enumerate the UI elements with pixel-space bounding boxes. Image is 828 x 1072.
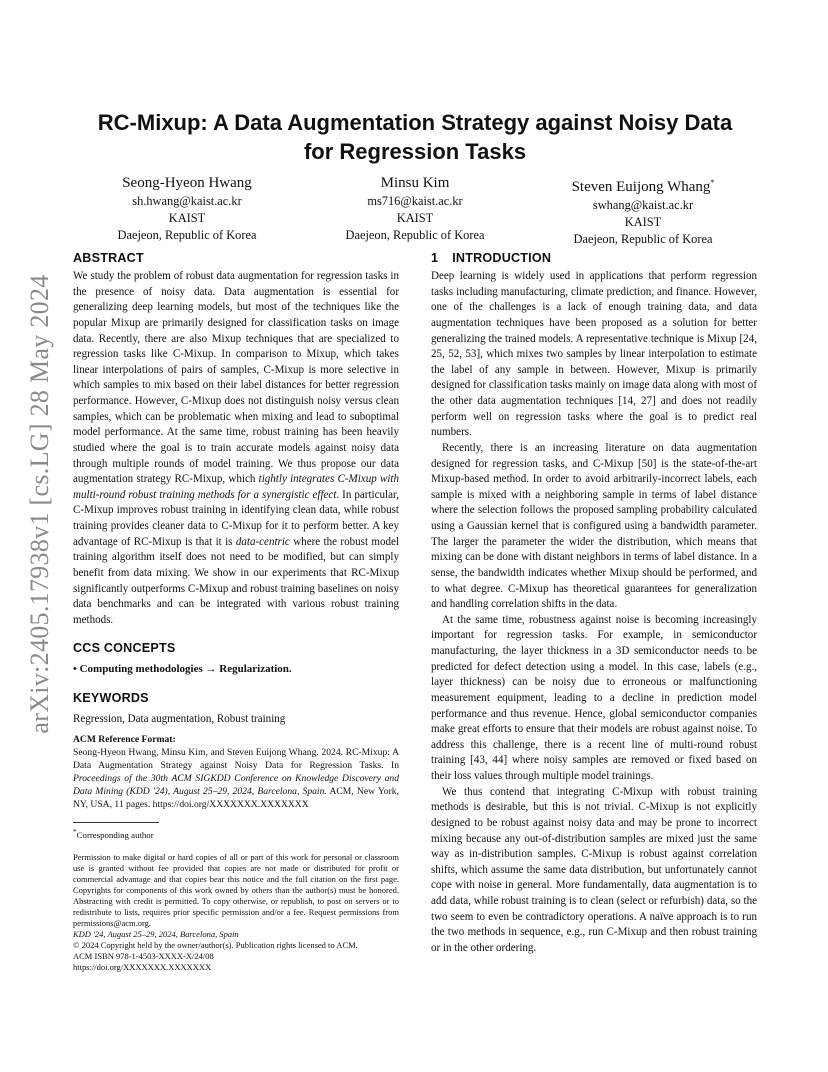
paper-title — [74, 108, 756, 166]
keywords-heading: KEYWORDS — [73, 691, 149, 705]
author-3 — [530, 173, 756, 248]
isbn-line: ACM ISBN 978-1-4503-XXXX-X/24/08 — [73, 951, 214, 962]
intro-paragraph: We thus contend that integrating C-Mixup with robust training methods is desirable, but this is not trivial. C-Mixup is not explicitly designed to be robust against noisy data and may be prone to incorrect mixing because any out-of-distribution samples are mixed just the same way as in-distribution samples. C-Mixup is robust against correlation shifts, which assume the same data distribution, but unfortunately cannot cope with noise in general. More fundamentally, data augmentation is to add data, while robust training is to clean (select or refurbish) data, so the two seem to even be contradictory operations. A naïve approach is to run the two methods in sequence, e.g., run C-Mixup and then robust training or in the other ordering. — [431, 785, 757, 954]
author-1-name: Seong-Hyeon Hwang — [122, 175, 252, 191]
copyright-line: © 2024 Copyright held by the owner/author(s). Publication rights licensed to ACM. — [73, 940, 358, 951]
ccs-concepts-text: • Computing methodologies → Regularization. — [73, 663, 292, 676]
author-2 — [302, 173, 528, 244]
author-2-location: Daejeon, Republic of Korea — [345, 228, 485, 242]
permission-block — [73, 852, 399, 974]
author-3-email[interactable]: swhang@kaist.ac.kr — [592, 198, 694, 212]
reference-format-heading: ACM Reference Format: — [73, 733, 176, 745]
doi-link[interactable]: https://doi.org/XXXXXXX.XXXXXXX — [73, 962, 212, 973]
arxiv-identifier-text: arXiv:2405.17938v1 [cs.LG] 28 May 2024 — [25, 274, 54, 734]
left-column — [73, 250, 399, 974]
ccs-concepts-heading: CCS CONCEPTS — [73, 641, 176, 656]
reference-format-text: Seong-Hyeon Hwang, Minsu Kim, and Steven Euijong Whang. 2024. RC-Mixup: A Data Augmentation Strategy against Noisy Data for Regression Tasks. In Proceedings of the 30th ACM SIGKDD Conference on Knowledge Discovery and Data Mining (KDD '24), August 25–29, 2024, Barcelona, Spain. ACM, New York, NY, USA, 11 pages. https://doi.org/XXXXXXX.XXXXXXX — [73, 746, 399, 810]
arxiv-identifier-stamp — [22, 274, 58, 734]
intro-paragraph: Deep learning is widely used in applications that perform regression tasks including manufacturing, climate prediction, and finance. However, one of the challenges is a lack of enough training data, and data augmentation techniques have been proposed as a solution for better generalizing the trained models. A representative technique is Mixup [24, 25, 52, 53], which mixes two samples by linear interpolation to estimate the label of any sample in between. However, Mixup is primarily designed for classification tasks mainly on image data along with most of the other data augmentation techniques [14, 27] and does not readily perform well on regression tasks where the goal is to predict real numbers. — [431, 270, 757, 439]
intro-paragraph: Recently, there is an increasing literature on data augmentation designed for regression tasks, and C-Mixup [50] is the state-of-the-art Mixup-based method. In order to avoid arbitrarily-incorrect labels, each sample is mixed with a neighboring sample in terms of label distance where the selection follows the proposed sampling probability calculated using a Gaussian kernel that is configured using a bandwidth parameter. The larger the parameter the wider the distribution, which means that mixing can be done with distant neighbors in terms of label distance. In a sense, the bandwidth indicates whether Mixup should be performed, and to what degree. C-Mixup has theoretical guarantees for generalization and handling correlation shifts in the data. — [431, 441, 757, 611]
author-3-location: Daejeon, Republic of Korea — [573, 232, 713, 246]
introduction-heading: 1 INTRODUCTION — [431, 251, 552, 265]
corresponding-author-mark: * — [710, 178, 715, 187]
keywords-text: Regression, Data augmentation, Robust training — [73, 713, 286, 725]
author-2-email[interactable]: ms716@kaist.ac.kr — [367, 194, 463, 208]
permission-text: Permission to make digital or hard copies of all or part of this work for personal or classroom use is granted without fee provided that copies are not made or distributed for profit or commercial advantage and that copies bear this notice and the full citation on the first page. Copyrights for components of this work owned by others than the author(s) must be honored. Abstracting with credit is permitted. To copy otherwise, or republish, to post on servers or to redistribute to lists, requires prior specific permission and/or a fee. Request permissions from permissions@acm.org. — [73, 851, 399, 929]
author-1 — [74, 173, 300, 244]
abstract-heading: ABSTRACT — [73, 251, 144, 265]
author-1-email[interactable]: sh.hwang@kaist.ac.kr — [132, 194, 242, 208]
author-2-name: Minsu Kim — [380, 175, 450, 191]
abstract-text: We study the problem of robust data augmentation for regression tasks in the presence of noisy data. Data augmentation is essential for generalizing deep learning models, but most of the techniques like the popular Mixup are primarily designed for classification tasks on image data. Recently, there are also Mixup techniques that are specialized to regression tasks like C-Mixup. In comparison to Mixup, which takes linear interpolations of pairs of samples, C-Mixup is more selective in which samples to mix based on their label distances for better regression performance. However, C-Mixup does not distinguish noisy versus clean samples, which can be problematic when mixing and lead to suboptimal model performance. At the same time, robust training has been heavily studied where the goal is to train accurate models against noisy data through multiple rounds of model training. We thus propose our data augmentation strategy RC-Mixup, which tightly integrates C-Mixup with multi-round robust training methods for a synergistic effect. In particular, C-Mixup improves robust training in identifying clean data, while robust training provides cleaner data to C-Mixup for it to perform better. A key advantage of RC-Mixup is that it is data-centric where the robust model training algorithm itself does not need to be modified, but can simply benefit from data mixing. We show in our experiments that RC-Mixup significantly outperforms C-Mixup and robust training baselines on noisy data benchmarks and can be integrated with various robust training methods. — [73, 270, 399, 626]
intro-paragraph: At the same time, robustness against noise is becoming increasingly important for regression tasks. For example, in semiconductor manufacturing, the layer thickness in a 3D semiconductor needs to be predicted for defect detection using a model. In this case, labels (e.g., layer thickness) can be noisy due to erroneous or malfunctioning measurement equipment, leading to a decline in prediction model performance and thus revenue. Hence, global semiconductor companies make great efforts to ensure that their models are robust against noise. To address this challenge, there is a recent line of multi-round robust training [43, 44] where noisy samples are removed or fixed based on their loss values through multiple model trainings. — [431, 613, 757, 782]
corresponding-author-footnote: *Corresponding author — [73, 826, 154, 840]
author-3-name: Steven Euijong Whang* — [571, 178, 715, 195]
paper-title-line-2: for Regression Tasks — [303, 139, 527, 164]
footnote-rule — [73, 822, 159, 823]
paper-title-line-1: RC-Mixup: A Data Augmentation Strategy against Noisy Data — [97, 110, 733, 135]
conference-line: KDD '24, August 25–29, 2024, Barcelona, Spain — [73, 929, 239, 940]
author-3-affiliation: KAIST — [624, 215, 662, 229]
author-2-affiliation: KAIST — [396, 211, 434, 225]
author-1-location: Daejeon, Republic of Korea — [117, 228, 257, 242]
right-column — [431, 250, 757, 957]
author-1-affiliation: KAIST — [168, 211, 206, 225]
